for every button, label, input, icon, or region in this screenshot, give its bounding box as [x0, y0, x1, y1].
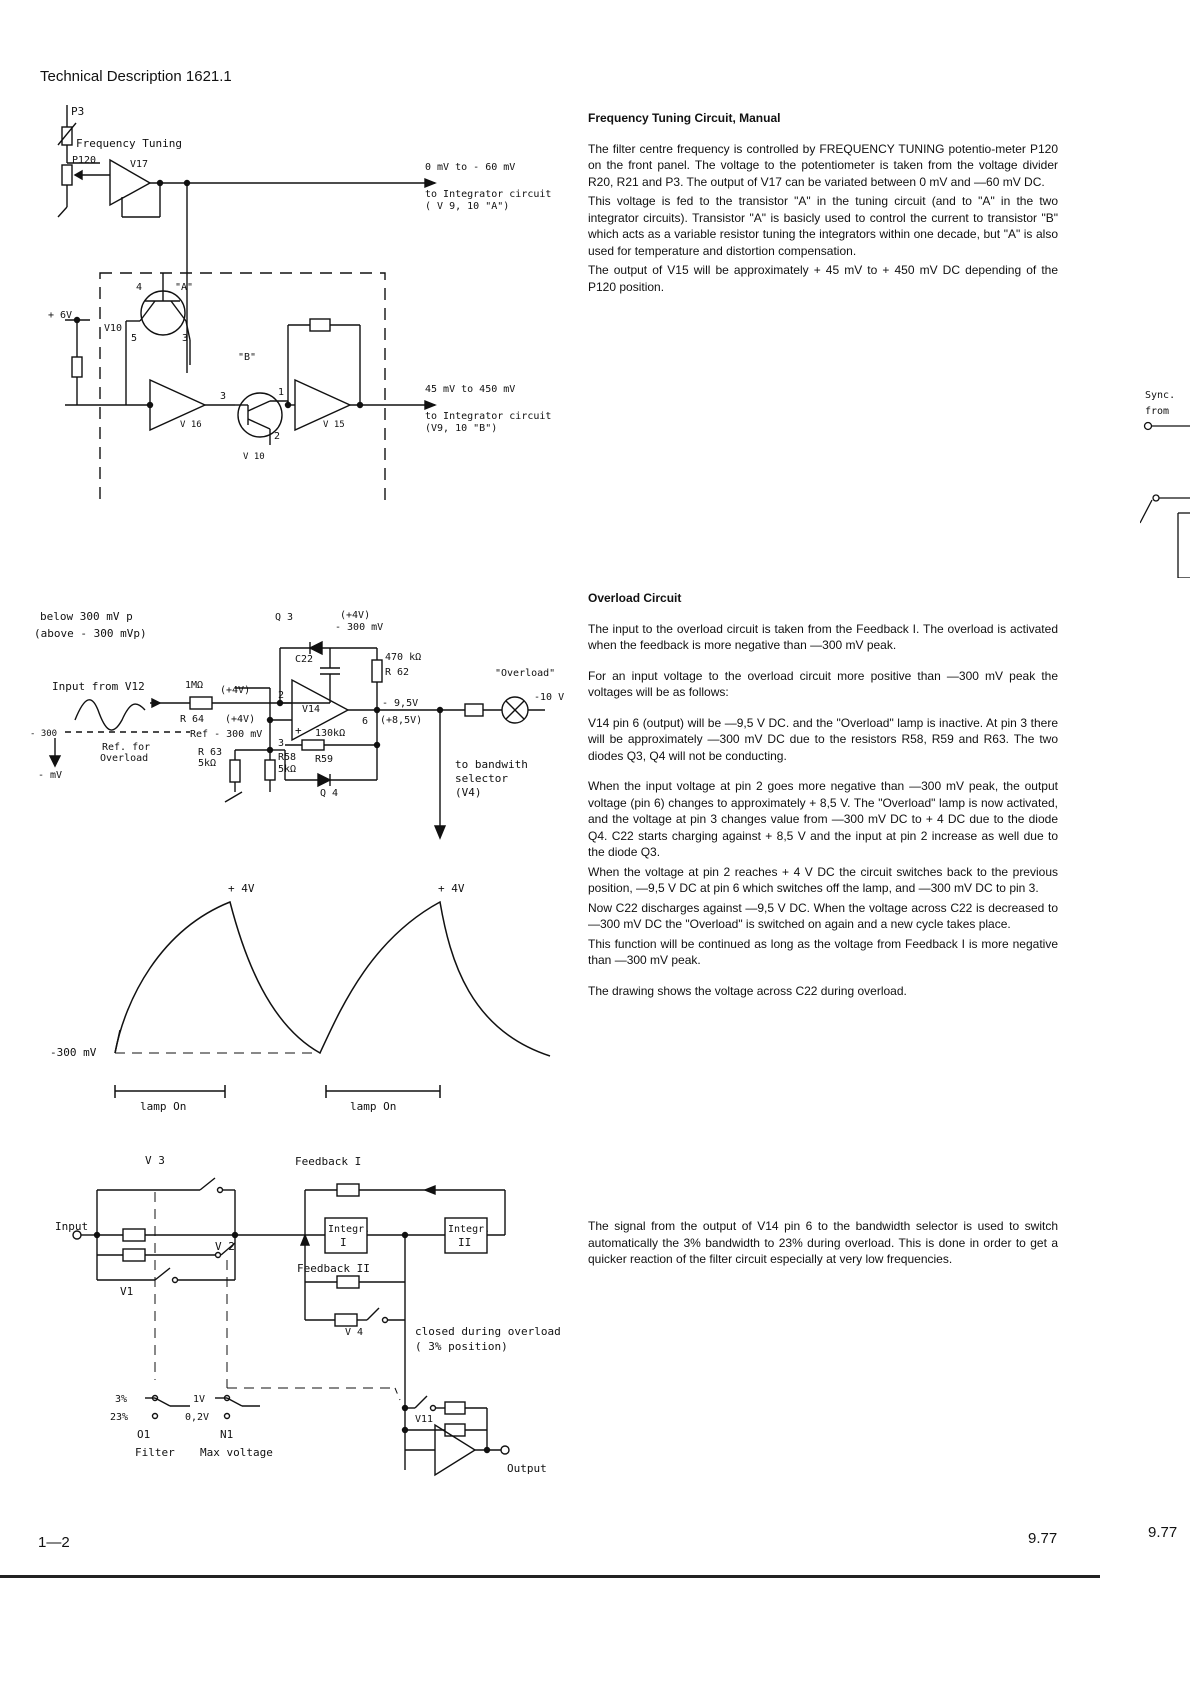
sw1v-label: 1V: [193, 1394, 206, 1405]
footer-date-edge: 9.77: [1148, 1524, 1178, 1541]
minus95-label: - 9,5V: [382, 698, 419, 709]
overload-para-7: This function will be continued as long as the voltage from Feedback I is more negative than —300 mV peak.: [588, 936, 1058, 967]
overload-heading: Overload Circuit: [588, 591, 682, 605]
v15-label: V 15: [323, 420, 345, 430]
q4-label: Q 4: [320, 788, 339, 799]
v3-label: V 3: [145, 1154, 165, 1167]
v4-label: (V4): [455, 786, 482, 799]
r62-label: R 62: [385, 667, 410, 678]
feedback2-label: Feedback II: [297, 1262, 370, 1275]
n1-label: N1: [220, 1428, 234, 1441]
integ1-numeral: I: [340, 1236, 347, 1249]
bandwidth-section: [588, 1218, 1058, 1271]
overload-para-3: V14 pin 6 (output) will be —9,5 V DC. and the "Overload" lamp is inactive. At pin 3 there will be approximately —300 mV DC due to the resistors R58, R59 and R63. The two diodes Q3, Q4 will not be conducting.: [588, 715, 1058, 763]
o1-label: O1: [137, 1428, 151, 1441]
bandwidth-para-1: The signal from the output of V14 pin 6 to the bandwidth selector is used to switch automatically the 3% bandwidth to 23% during overload. This is done in order to get a quicker reaction of the filter circuit especially at very low frequencies.: [588, 1219, 1058, 1266]
waveform-base: -300 mV: [50, 1046, 97, 1059]
pin2-label: 2: [278, 690, 285, 701]
q3-voltage: (+4V): [340, 610, 371, 621]
overload-para-1: The input to the overload circuit is taken from the Feedback I. The overload is activated when the feedback is more negative than —300 mV peak.: [588, 621, 1058, 652]
p3-label: P3: [71, 105, 85, 118]
plus6v-label: + 6V: [48, 310, 73, 321]
input-label: Input: [55, 1220, 89, 1233]
out1-range: 0 mV to - 60 mV: [425, 162, 516, 173]
feedback1-label: Feedback I: [295, 1155, 362, 1168]
integ1-label: Integr.: [328, 1224, 371, 1235]
out2-dest: to Integrator circuit: [425, 411, 552, 422]
ref300-label: Ref - 300 mV: [190, 729, 263, 740]
r470-label: 470 kΩ: [385, 652, 422, 663]
v16-label: V 16: [180, 420, 202, 430]
pin3-label: 3: [278, 738, 285, 749]
q3-label: Q 3: [275, 612, 294, 623]
b-label: "B": [238, 352, 257, 363]
to-bw-label: to bandwith: [455, 758, 528, 771]
waveform-peak-a: + 4V: [228, 882, 255, 895]
v17-label: V17: [130, 159, 149, 170]
below-label: below 300 mV p: [40, 610, 133, 623]
pin2-label: 2: [274, 431, 281, 442]
r63-value: 5kΩ: [198, 758, 217, 769]
edge-from-label: from: [1145, 406, 1170, 417]
input-from-label: Input from V12: [52, 680, 145, 693]
overload-para-4: When the input voltage at pin 2 goes more negative than —300 mV peak, the output voltage (pin 6) changes to approximately + 8,5 V. The "Overload" lamp is now activated, and the voltage at pin 3 changes value from —300 mV DC to + 4 DC due to the diode Q4. C22 starts charging against + 8,5 V and the input at pin 2 increase as well due to the diode Q3.: [588, 779, 1058, 859]
pin4-label: 4: [136, 282, 143, 293]
sw23-label: 23%: [110, 1412, 129, 1423]
frequency-para-1: The filter centre frequency is controlled by FREQUENCY TUNING potentio-meter P120 on the front panel. The voltage to the potentiometer is taken from the voltage divider R20, R21 and P3. The output of V17 can be variated between 0 mV and —60 mV DC.: [588, 141, 1058, 189]
a-label: "A": [175, 282, 194, 293]
r64-label: R 64: [180, 714, 205, 725]
c22-voltage-waveform: [40, 880, 570, 1120]
r58-label: R58: [278, 752, 297, 763]
q3-minus300: - 300 mV: [335, 622, 384, 633]
v10a-label: V10: [104, 323, 123, 334]
overload-lamp-label: "Overload": [495, 668, 556, 679]
out1-ref: ( V 9, 10 "A"): [425, 201, 510, 212]
freq-tuning-label: Frequency Tuning: [76, 137, 182, 150]
closed-label: closed during overload: [415, 1325, 561, 1338]
v11-label: V11: [415, 1414, 434, 1425]
overload-para-2: For an input voltage to the overload circuit more positive than —300 mV peak the voltages will be as follows:: [588, 668, 1058, 699]
pin6-label: 6: [362, 716, 369, 727]
footer-date: 9.77: [1028, 1530, 1058, 1547]
overload-section: [588, 590, 1058, 1002]
pin3b-label: 3: [220, 391, 227, 402]
overload-ref-label: Overload: [100, 753, 149, 764]
ref-for-label: Ref. for: [102, 742, 151, 753]
out2-range: 45 mV to 450 mV: [425, 384, 516, 395]
maxv-label: Max voltage: [200, 1446, 273, 1459]
pin1-label: 1: [278, 387, 285, 398]
bandwidth-switch-schematic: [55, 1150, 575, 1495]
overload-para-6: Now C22 discharges against —9,5 V DC. When the voltage across C22 is decreased to —300 mV DC the "Overload" is switched on again and a new cycle takes place.: [588, 900, 1058, 931]
plus4v-ref: (+4V): [225, 714, 256, 725]
above-label: (above - 300 mVp): [34, 627, 147, 640]
page-header: Technical Description 1621.1: [40, 68, 232, 85]
c22-label: C22: [295, 654, 314, 665]
frequency-section: [588, 110, 1058, 298]
integ2-label: Integr.: [448, 1224, 491, 1235]
out2-ref: (V9, 10 "B"): [425, 423, 498, 434]
output-label: Output: [507, 1462, 547, 1475]
r58-value: 5kΩ: [278, 764, 297, 775]
sw02-label: 0,2V: [185, 1412, 210, 1423]
edge-fragment-graphic: [1140, 418, 1190, 578]
footer-rule: [0, 1575, 1100, 1578]
p120-label: P120: [72, 155, 97, 166]
plus-sign: +: [295, 724, 302, 737]
out1-dest: to Integrator circuit: [425, 189, 552, 200]
frequency-heading: Frequency Tuning Circuit, Manual: [588, 111, 781, 125]
overload-circuit-schematic: [30, 610, 570, 850]
edge-sync-label: Sync.: [1145, 390, 1176, 401]
plus4v-in: (+4V): [220, 685, 251, 696]
overload-para-5: When the voltage at pin 2 reaches + 4 V DC the circuit switches back to the previous position, —9,5 V DC at pin 6 which switches off the lamp, and —300 mV DC to pin 3.: [588, 864, 1058, 895]
v14-label: V14: [302, 704, 321, 715]
v4-label: V 4: [345, 1327, 364, 1338]
v10b-label: V 10: [243, 452, 265, 462]
r130-label: 130kΩ: [315, 728, 346, 739]
pin3a-label: 3: [182, 333, 189, 344]
sw3-label: 3%: [115, 1394, 128, 1405]
mv-label: - mV: [38, 770, 63, 781]
r1m-label: 1MΩ: [185, 680, 204, 691]
frequency-para-3: The output of V15 will be approximately + 45 mV to + 450 mV DC depending of the P120 position.: [588, 263, 1058, 294]
frequency-tuning-schematic: [30, 105, 570, 505]
v2-label: V 2: [215, 1240, 235, 1253]
waveform-peak-b: + 4V: [438, 882, 465, 895]
r63-label: R 63: [198, 747, 223, 758]
integ2-numeral: II: [458, 1236, 472, 1249]
minus300-label: - 300: [30, 729, 58, 739]
selector-label: selector: [455, 772, 508, 785]
r59-label: R59: [315, 754, 334, 765]
lamp-on-b: lamp On: [350, 1100, 397, 1113]
closed-position: ( 3% position): [415, 1340, 508, 1353]
overload-para-8: The drawing shows the voltage across C22 during overload.: [588, 983, 907, 998]
pin5-label: 5: [131, 333, 138, 344]
filter-label: Filter: [135, 1446, 175, 1459]
frequency-para-2: This voltage is fed to the transistor "A" in the tuning circuit (and to "A" in the two integrator circuits). Transistor "A" is basicly used to control the current to transistor "B" which acts as a variable resistor tuning the integrators within one decade, but "A" is also used for temperature and distortion compensation.: [588, 194, 1058, 258]
page-number: 1—2: [38, 1534, 70, 1551]
plus85-label: (+8,5V): [380, 715, 423, 726]
minus10-label: -10 V: [534, 692, 565, 703]
v1-label: V1: [120, 1285, 134, 1298]
lamp-on-a: lamp On: [140, 1100, 187, 1113]
